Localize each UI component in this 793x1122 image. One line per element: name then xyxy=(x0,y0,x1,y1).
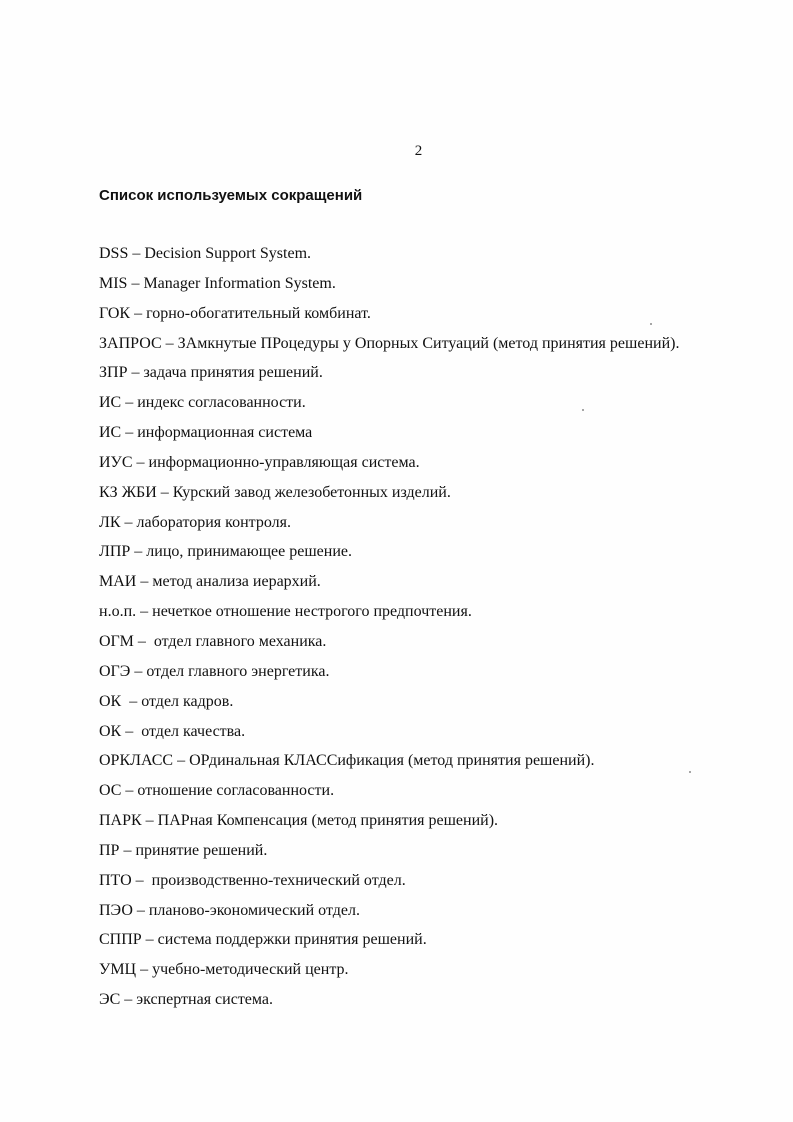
list-item: ОГЭ – отдел главного энергетика. xyxy=(99,662,330,680)
list-item: КЗ ЖБИ – Курский завод железобетонных изделий. xyxy=(99,483,451,501)
list-item: ОК – отдел кадров. xyxy=(99,692,234,710)
list-item: н.о.п. – нечеткое отношение нестрогого предпочтения. xyxy=(99,603,472,621)
page-title: Список используемых сокращений xyxy=(99,187,363,204)
list-item: УМЦ – учебно-методический центр. xyxy=(99,961,349,979)
list-item: ЗАПРОС – ЗАмкнутые ПРоцедуры у Опорных Ситуаций (метод принятия решений). xyxy=(99,334,680,352)
list-item: ИС – информационная система xyxy=(99,424,313,442)
list-item: ПТО – производственно-технический отдел. xyxy=(99,871,406,889)
list-item: ОС – отношение согласованности. xyxy=(99,782,335,800)
list-item: СППР – система поддержки принятия решений. xyxy=(99,931,427,949)
list-item: ОРКЛАСС – ОРдинальная КЛАССификация (метод принятия решений). xyxy=(99,752,595,770)
list-item: ЛК – лаборатория контроля. xyxy=(99,513,291,531)
list-item: ПАРК – ПАРная Компенсация (метод принятия решений). xyxy=(99,812,499,830)
list-item: ЭС – экспертная система. xyxy=(99,991,274,1009)
list-item: ОК – отдел качества. xyxy=(99,722,246,740)
scan-speck xyxy=(689,771,691,773)
list-item: МАИ – метод анализа иерархий. xyxy=(99,573,321,591)
list-item: ИУС – информационно-управляющая система. xyxy=(99,453,420,471)
list-item: ЗПР – задача принятия решений. xyxy=(99,364,323,382)
list-item: MIS – Manager Information System. xyxy=(99,274,336,292)
abbreviation-list xyxy=(99,243,759,1019)
scan-speck xyxy=(582,409,584,411)
list-item: ПЭО – планово-экономический отдел. xyxy=(99,901,360,919)
scan-speck xyxy=(650,323,652,325)
list-item: DSS – Decision Support System. xyxy=(99,245,312,262)
list-item: ОГМ – отдел главного механика. xyxy=(99,632,327,650)
list-item: ПР – принятие решений. xyxy=(99,841,268,859)
list-item: ГОК – горно-обогатительный комбинат. xyxy=(99,304,371,322)
list-item: ИС – индекс согласованности. xyxy=(99,394,306,412)
list-item: ЛПР – лицо, принимающее решение. xyxy=(99,543,353,561)
page-number: 2 xyxy=(414,143,423,159)
